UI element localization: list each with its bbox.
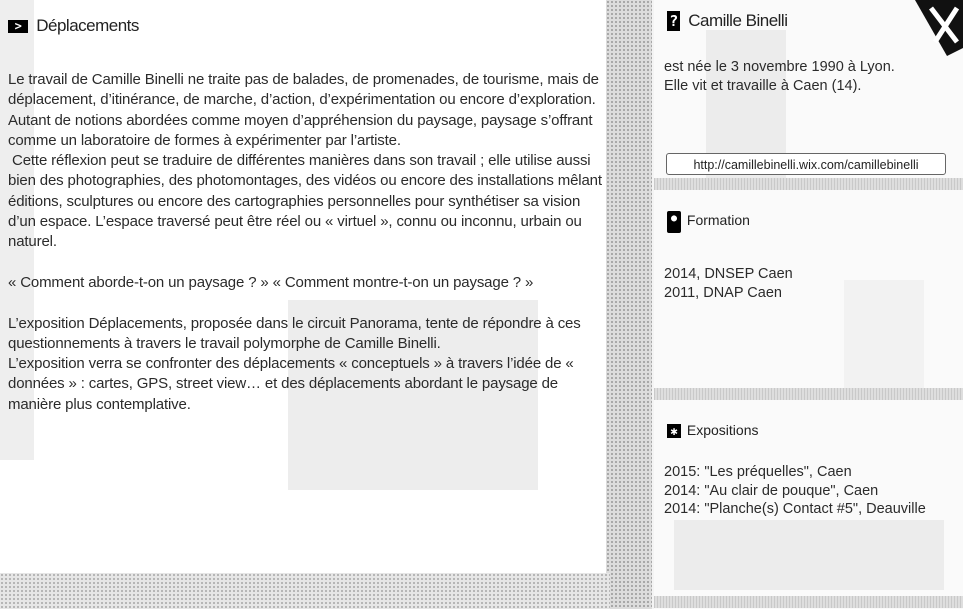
list-item: 2014: "Au clair de pouque", Caen	[664, 482, 879, 499]
expositions-heading	[667, 422, 758, 438]
main-description	[8, 70, 606, 415]
asterisk-icon: ✱	[667, 424, 681, 438]
artist-name: Camille Binelli	[688, 11, 788, 30]
artist-heading	[667, 11, 788, 31]
paragraph: Cette réflexion peut se traduire de différentes manières dans son travail ; elle utilise aussi bien des photographies, des photomontages, des vidéos ou encore des installations mêlant éditions, sculptures ou encore des cartographies personnelles pour synthétiser sa vision d’un espace. L’espace traversé peut être réel ou « virtuel », connu ou inconnu, urbain ou naturel.	[8, 152, 606, 251]
list-item: 2011, DNAP Caen	[664, 284, 782, 301]
artist-bio	[664, 58, 895, 95]
texture-bottom-band	[0, 573, 610, 609]
list-item: 2015: "Les préquelles", Caen	[664, 464, 852, 480]
main-title	[8, 16, 139, 36]
paragraph: « Comment aborde-t-on un paysage ? » « Comment montre-t-on un paysage ? »	[8, 273, 534, 291]
sidebar-ghost-shape-2	[844, 280, 924, 390]
expositions-list	[664, 463, 926, 519]
paragraph: L’exposition Déplacements, proposée dans le circuit Panorama, tente de répondre à ces questionnements à travers le travail polymorphe de Camille Binelli.	[8, 314, 581, 352]
sidebar-ghost-shape-3	[674, 520, 944, 590]
bulb-icon: ●	[667, 211, 681, 233]
close-icon[interactable]	[907, 0, 963, 56]
formation-list	[664, 265, 793, 302]
bio-line: Elle vit et travaille à Caen (14).	[664, 77, 862, 94]
main-title-text: Déplacements	[36, 16, 139, 35]
paragraph: Le travail de Camille Binelli ne traite pas de balades, de promenades, de tourisme, mais de déplacement, d’itinérance, de marche, d’action, d’expérimentation ou encore d’exploration.	[8, 71, 599, 109]
list-item: 2014: "Planche(s) Contact #5", Deauville	[664, 501, 926, 517]
paragraph: L’exposition verra se confronter des déplacements « conceptuels » à travers l’idée de « données » : cartes, GPS, street view… et des déplacements abordant le paysage de manière plus contemplative.	[8, 355, 574, 413]
expositions-title: Expositions	[686, 422, 759, 438]
formation-heading	[667, 208, 750, 233]
website-link[interactable]: http://camillebinelli.wix.com/camillebinelli	[666, 153, 946, 175]
divider-stripe	[654, 596, 963, 608]
divider-stripe	[654, 388, 963, 400]
question-icon: ?	[667, 11, 680, 31]
arrow-icon: >	[8, 20, 28, 33]
formation-title: Formation	[686, 212, 750, 228]
list-item: 2014, DNSEP Caen	[664, 266, 793, 282]
texture-gutter-vertical	[606, 0, 652, 609]
divider-stripe	[654, 178, 963, 190]
bio-line: est née le 3 novembre 1990 à Lyon.	[664, 59, 895, 75]
paragraph: Autant de notions abordées comme moyen d’appréhension du paysage, paysage s’offrant comme un laboratoire de formes à expérimenter par l’artiste.	[8, 111, 593, 149]
